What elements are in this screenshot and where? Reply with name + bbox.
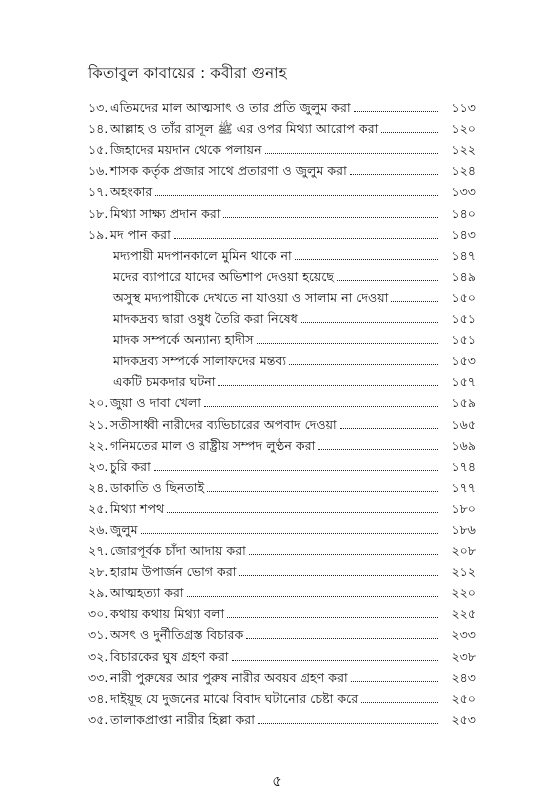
toc-entry-title: মাদক সম্পর্কে অন্যান্য হাদীস — [113, 332, 254, 348]
toc-entry — [88, 95, 476, 116]
toc-subentry — [88, 264, 476, 285]
dot-leader — [155, 195, 438, 196]
dot-leader — [246, 638, 438, 639]
toc-entry-title: মদ্যপায়ী মদপানকালে মুমিন থাকে না — [113, 247, 292, 263]
toc-entry-title: একটি চমকদার ঘটনা — [113, 374, 216, 390]
toc-entry-title: মদের ব্যাপারে যাদের অভিশাপ দেওয়া হয়েছে — [113, 268, 335, 284]
toc-entry — [88, 137, 476, 158]
toc-entry-title: দাইয়ূছ যে দুজনের মাঝে বিবাদ ঘটানোর চেষ্টা করে — [110, 690, 359, 706]
toc-subentry — [88, 327, 476, 348]
toc-entry-page: ১৪০ — [451, 205, 476, 221]
toc-entry — [88, 559, 476, 580]
toc-entry-page: ১৭৭ — [451, 479, 476, 495]
toc-entry-title: ডাকাতি ও ছিনতাই — [110, 479, 205, 495]
toc-entry-number: ২১. — [88, 416, 109, 432]
dot-leader — [239, 575, 438, 576]
toc-entry-title: জোরপূর্বক চাঁদা আদায় করা — [110, 543, 246, 559]
toc-entry-page: ১৫১ — [451, 332, 476, 348]
page-number: ৫ — [272, 772, 282, 790]
table-of-contents — [88, 95, 476, 728]
toc-subentry — [88, 348, 476, 369]
toc-entry-page: ১২২ — [451, 142, 476, 158]
dot-leader — [167, 512, 438, 513]
dot-leader — [391, 301, 438, 302]
toc-entry-number: ২৩. — [88, 458, 109, 474]
toc-entry-title: গনিমতের মাল ও রাষ্ট্রীয় সম্পদ লুণ্ঠন করা — [110, 437, 316, 453]
toc-entry-page: ১২০ — [451, 121, 476, 137]
running-header: কিতাবুল কাবায়ের : কবীরা গুনাহ — [88, 64, 287, 82]
toc-entry — [88, 580, 476, 601]
toc-entry — [88, 222, 476, 243]
toc-entry-page: ১৬৫ — [451, 416, 476, 432]
toc-entry-title: জিহাদের ময়দান থেকে পলায়ন — [110, 142, 262, 158]
toc-entry-number: ১৬. — [88, 163, 109, 179]
dot-leader — [295, 259, 438, 260]
dot-leader — [204, 406, 438, 407]
dot-leader — [350, 174, 438, 175]
dot-leader — [265, 153, 438, 154]
toc-entry-page: ২১২ — [451, 564, 476, 580]
toc-entry-number: ১৮. — [88, 205, 109, 221]
toc-entry-title: কথায় কথায় মিথ্যা বলা — [110, 606, 225, 622]
toc-entry-number: ৩৫. — [88, 711, 109, 727]
dot-leader — [227, 617, 438, 618]
toc-entry — [88, 116, 476, 137]
toc-entry-title: জুলুম — [110, 521, 138, 537]
toc-entry-title: অহংকার — [110, 184, 153, 200]
dot-leader — [289, 364, 438, 365]
toc-entry-page: ২২৫ — [451, 606, 476, 622]
toc-entry-page: ২৩৩ — [451, 627, 476, 643]
toc-entry — [88, 643, 476, 664]
toc-entry — [88, 200, 476, 221]
toc-entry-page: ১৪৩ — [451, 226, 476, 242]
dot-leader — [223, 217, 438, 218]
toc-entry-title: জুয়া ও দাবা খেলা — [110, 395, 201, 411]
toc-entry — [88, 433, 476, 454]
toc-entry — [88, 517, 476, 538]
toc-entry — [88, 686, 476, 707]
toc-entry-page: ১১৩ — [451, 100, 476, 116]
toc-subentry — [88, 369, 476, 390]
toc-entry-title: শাসক কর্তৃক প্রজার সাথে প্রতারণা ও জুলুম করা — [110, 163, 347, 179]
toc-entry-page: ১৫৩ — [451, 353, 476, 369]
toc-entry-page: ২৫০ — [451, 690, 476, 706]
toc-entry-number: ৩১. — [88, 627, 109, 643]
dot-leader — [361, 702, 438, 703]
toc-entry-page: ২৪৩ — [451, 669, 476, 685]
toc-entry-number: ২৯. — [88, 585, 109, 601]
toc-entry-number: ৩৪. — [88, 690, 109, 706]
toc-subentry — [88, 306, 476, 327]
toc-entry-number: ২৪. — [88, 479, 109, 495]
toc-entry-title: নারী পুরুষের আর পুরুষ নারীর অবয়ব গ্রহণ করা — [110, 669, 348, 685]
toc-entry-title: মিথ্যা শপথ — [110, 500, 165, 516]
toc-entry-page: ১৩৩ — [451, 184, 476, 200]
dot-leader — [301, 322, 438, 323]
toc-entry-page: ১৪৯ — [451, 268, 476, 284]
toc-entry-title: আত্মহত্যা করা — [110, 585, 184, 601]
toc-entry-number: ২৬. — [88, 521, 109, 537]
toc-entry-title: এতিমদের মাল আত্মসাৎ ও তার প্রতি জুলুম করা — [110, 100, 351, 116]
dot-leader — [258, 723, 438, 724]
dot-leader — [381, 132, 438, 133]
toc-entry-page: ১৭৪ — [451, 458, 476, 474]
toc-entry-page: ২২০ — [451, 585, 476, 601]
toc-entry-page: ২০৮ — [451, 543, 476, 559]
dot-leader — [218, 385, 438, 386]
toc-entry-number: ১৫. — [88, 142, 109, 158]
dot-leader — [337, 280, 438, 281]
toc-entry-page: ২৫৩ — [451, 711, 476, 727]
toc-entry-number: ৩০. — [88, 606, 109, 622]
toc-entry-title: মাদকদ্রব্য দ্বারা ওষুধ তৈরি করা নিষেধ — [113, 311, 298, 327]
dot-leader — [351, 681, 438, 682]
toc-entry — [88, 411, 476, 432]
toc-entry — [88, 601, 476, 622]
toc-entry-title: বিচারকের ঘুষ গ্রহণ করা — [110, 648, 229, 664]
toc-entry-title: হারাম উপার্জন ভোগ করা — [110, 564, 237, 580]
dot-leader — [249, 554, 438, 555]
toc-entry — [88, 390, 476, 411]
dot-leader — [154, 470, 438, 471]
toc-entry-number: ৩২. — [88, 648, 109, 664]
dot-leader — [257, 343, 438, 344]
toc-entry-number: ১৯. — [88, 226, 109, 242]
dot-leader — [232, 660, 438, 661]
toc-entry-page: ১৫৭ — [451, 374, 476, 390]
toc-entry-title: মদ পান করা — [110, 226, 171, 242]
dot-leader — [354, 111, 438, 112]
dot-leader — [207, 491, 438, 492]
dot-leader — [141, 533, 438, 534]
toc-entry-number: ২৮. — [88, 564, 109, 580]
toc-entry-title: আল্লাহ ও তাঁর রাসূল ﷺ এর ওপর মিথ্যা আরোপ করা — [110, 121, 379, 137]
toc-entry — [88, 496, 476, 517]
toc-entry-title: অসৎ ও দুর্নীতিগ্রস্ত বিচারক — [110, 627, 244, 643]
toc-entry — [88, 665, 476, 686]
dot-leader — [340, 428, 438, 429]
toc-entry-page: ১৮০ — [451, 500, 476, 516]
toc-subentry — [88, 243, 476, 264]
toc-entry-title: অসুস্থ মদ্যপায়ীকে দেখতে না যাওয়া ও সালাম না দেওয়া — [113, 289, 389, 305]
toc-entry — [88, 707, 476, 728]
toc-subentry — [88, 285, 476, 306]
toc-entry-number: ২২. — [88, 437, 109, 453]
toc-entry-page: ১৫০ — [451, 289, 476, 305]
toc-entry — [88, 454, 476, 475]
toc-entry-page: ১৬৯ — [451, 437, 476, 453]
toc-entry — [88, 158, 476, 179]
dot-leader — [318, 449, 438, 450]
toc-entry-page: ১২৪ — [451, 163, 476, 179]
toc-entry-number: ২৭. — [88, 543, 109, 559]
toc-entry-number: ১৪. — [88, 121, 109, 137]
toc-entry-page: ১৮৬ — [451, 521, 476, 537]
toc-entry-title: চুরি করা — [110, 458, 151, 474]
toc-entry-title: তালাকপ্রাপ্তা নারীর হিল্লা করা — [110, 711, 255, 727]
toc-entry-number: ৩৩. — [88, 669, 109, 685]
toc-entry-page: ১৪৭ — [451, 247, 476, 263]
toc-entry-number: ২০. — [88, 395, 109, 411]
toc-entry-number: ১৩. — [88, 100, 109, 116]
toc-entry — [88, 179, 476, 200]
toc-entry-number: ২৫. — [88, 500, 109, 516]
toc-entry — [88, 622, 476, 643]
dot-leader — [187, 596, 438, 597]
toc-entry-title: মিথ্যা সাক্ষ্য প্রদান করা — [110, 205, 221, 221]
toc-entry-number: ১৭. — [88, 184, 109, 200]
toc-entry-title: মাদকদ্রব্য সম্পর্কে সালাফদের মন্তব্য — [113, 353, 287, 369]
dot-leader — [174, 238, 438, 239]
toc-entry — [88, 538, 476, 559]
toc-entry-page: ১৫১ — [451, 311, 476, 327]
toc-entry-page: ১৫৯ — [451, 395, 476, 411]
toc-entry — [88, 475, 476, 496]
toc-entry-title: সতীসাধ্বী নারীদের ব্যভিচারের অপবাদ দেওয়া — [110, 416, 337, 432]
toc-entry-page: ২৩৮ — [451, 648, 476, 664]
